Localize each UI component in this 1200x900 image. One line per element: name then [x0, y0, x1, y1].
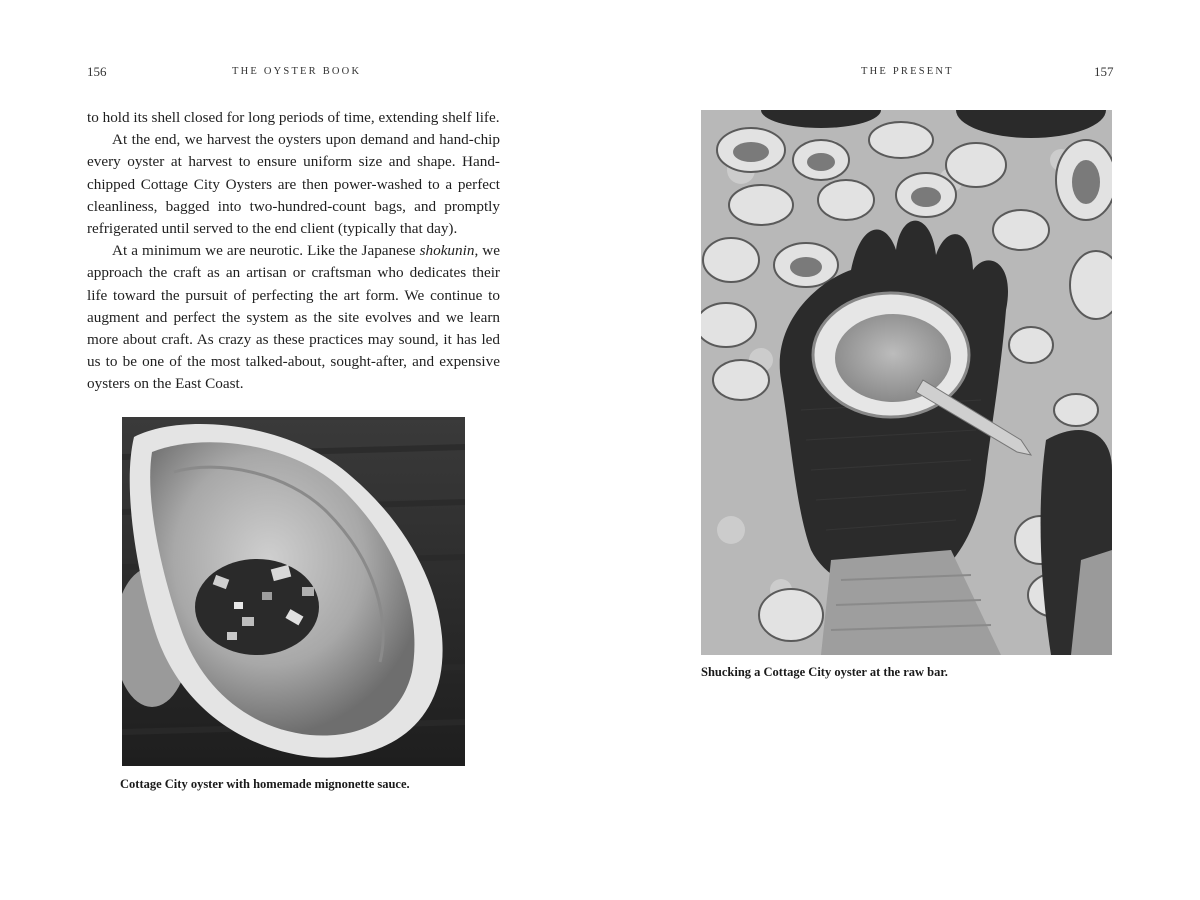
paragraph-3-end: , we approach the craft as an artisan or craftsman who dedicates their life toward the pursuit of perfecting the art form. We continue to augment and perfect the system as the site evolves and we learn more about craft. As crazy as these practices may sound, it has led us to be one of the most talked-about, sought-after, and expensive oysters on the East Coast. [87, 242, 500, 393]
right-page [600, 0, 1200, 900]
page-number-left: 156 [87, 64, 107, 79]
left-photo-caption: Cottage City oyster with homemade mignonette sauce. [120, 777, 410, 791]
page-number-right: 157 [1094, 64, 1114, 79]
body-text [87, 107, 500, 396]
shucking-oyster-photo [701, 110, 1112, 655]
paragraph-3-start: At a minimum we are neurotic. Like the Japanese [112, 242, 420, 260]
paragraph-1: to hold its shell closed for long periods of time, extending shelf life. [87, 109, 500, 126]
right-photo-caption: Shucking a Cottage City oyster at the raw bar. [701, 665, 948, 679]
paragraph-3 [87, 240, 500, 395]
shokunin-term: shokunin [419, 242, 475, 260]
oyster-mignonette-photo [122, 417, 465, 766]
running-head-right: THE PRESENT [861, 66, 954, 77]
running-head-left: THE OYSTER BOOK [232, 66, 362, 77]
paragraph-2: At the end, we harvest the oysters upon demand and hand-chip every oyster at harvest to ensure uniform size and shape. Hand-chipped Cottage City Oysters are then power-washed to a perfect cleanliness, bagged into two-hundred-count bags, and promptly refrigerated until served to the end client (typically that day). [87, 131, 500, 238]
